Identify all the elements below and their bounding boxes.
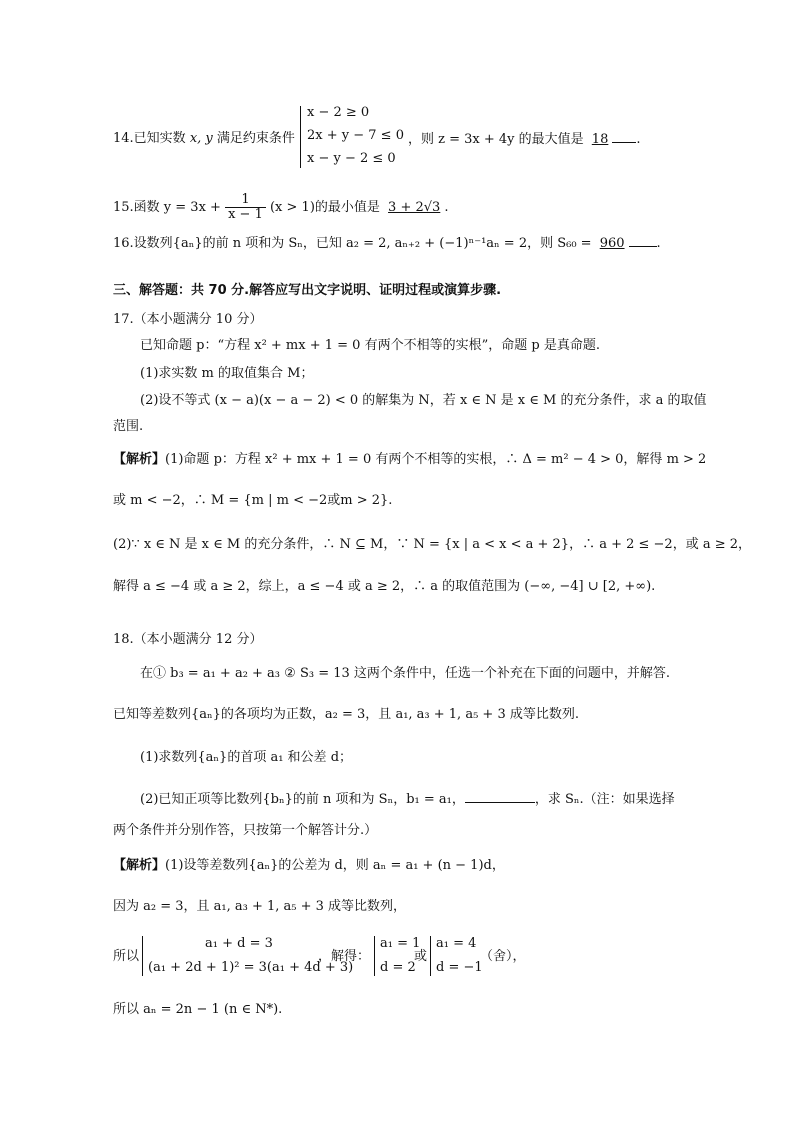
question-16: [113, 234, 734, 253]
q17-sol-label: 【解析】: [113, 452, 166, 467]
q14-brace: [300, 106, 305, 168]
q15-mid: 的最小值是: [314, 200, 380, 215]
q18-part1: (1)求数列{aₙ}的首项 a₁ 和公差 d；: [140, 750, 353, 765]
q18-result: 所以 aₙ = 2n − 1 (n ∈ N*).: [113, 1002, 283, 1017]
q14-constraint-3: x − y − 2 ≤ 0: [307, 151, 396, 166]
q14-vars: x, y: [189, 131, 213, 146]
q18-p2a-text: (2)已知正项等比数列{bₙ}的前 n 项和为 Sₙ，b₁ = a₁，: [140, 792, 465, 807]
q18-solution-1: [113, 857, 734, 875]
q14-mid: 满足约束条件: [216, 131, 295, 146]
section-3-title: 三、解答题：共 70 分.解答应写出文字说明、证明过程或演算步骤.: [113, 283, 502, 298]
q16-text: 16.设数列{aₙ}的前 n 项和为 Sₙ，已知 a₂ = 2, aₙ₊₂ + (−1)ⁿ⁻¹aₙ = 2，则 S₆₀ =: [113, 236, 592, 251]
q14-answer: 18: [591, 132, 609, 147]
q14-prefix: 14.已知实数: [113, 131, 186, 146]
q18-sys2a: a₁ = 1: [380, 936, 421, 951]
q14-end: .: [636, 132, 641, 147]
q18-brace-2: [374, 936, 379, 976]
q15-answer: 3 + 2√3: [388, 200, 441, 215]
q18-brace-1: [142, 936, 147, 976]
q17-solution-2b: 解得 a ≤ −4 或 a ≥ 2，综上，a ≤ −4 或 a ≥ 2，∴ a 的取值范围为 (−∞, −4] ∪ [2, +∞).: [113, 579, 656, 594]
q14-suffix: ，则 z = 3x + 4y 的最大值是: [408, 132, 584, 147]
q15-prefix: 15.函数 y = 3x +: [113, 200, 221, 215]
q15-cond: (x > 1): [269, 200, 315, 215]
q18-part2a: [140, 790, 734, 809]
q18-sys2b: d = 2: [380, 960, 416, 975]
q18-discard: （舍），: [480, 949, 526, 964]
q17-part1: (1)求实数 m 的取值集合 M；: [140, 366, 314, 381]
q18-part2b: 两个条件并分别作答，只按第一个解答计分.）: [113, 823, 378, 838]
q18-brace-3: [430, 936, 435, 976]
q17-part2b: 范围.: [113, 419, 144, 434]
q18-p2a-end: ，求 Sₙ.（注：如果选择: [534, 792, 675, 807]
q15-den: x − 1: [228, 207, 263, 222]
q18-header: 18.（本小题满分 12 分）: [113, 632, 263, 647]
q17-sol1a-text: (1)命题 p：方程 x² + mx + 1 = 0 有两个不相等的实根，∴ Δ = m² − 4 > 0，解得 m > 2: [165, 452, 707, 467]
q16-answer: 960: [599, 236, 625, 251]
q17-stem: 已知命题 p：“方程 x² + mx + 1 = 0 有两个不相等的实根”，命题 p 是真命题.: [140, 338, 600, 353]
q14-tail: [408, 130, 734, 149]
question-15: [113, 193, 734, 222]
q17-part2a: (2)设不等式 (x − a)(x − a − 2) < 0 的解集为 N，若 x ∈ N 是 x ∈ M 的充分条件，求 a 的取值: [140, 393, 707, 408]
q14-constraint-1: x − 2 ≥ 0: [307, 105, 370, 120]
q18-sol-label: 【解析】: [113, 858, 166, 873]
q18-sys3a: a₁ = 4: [436, 936, 477, 951]
q15-fraction: [225, 193, 266, 222]
q18-given: 已知等差数列{aₙ}的各项均为正数，a₂ = 3，且 a₁, a₃ + 1, a₅ + 3 成等比数列.: [113, 707, 579, 722]
q14-constraint-2: 2x + y − 7 ≤ 0: [307, 128, 404, 143]
q17-solution-1b: 或 m < −2，∴ M = {m | m < −2或m > 2}.: [113, 493, 393, 508]
q17-solution-1a: [113, 451, 734, 469]
q18-sys1b: (a₁ + 2d + 1)² = 3(a₁ + 4d + 3): [148, 960, 354, 975]
q18-so-label: 所以: [113, 949, 140, 964]
q17-solution-2a: (2)∵ x ∈ N 是 x ∈ M 的充分条件，∴ N ⊆ M，∵ N = {x | a < x < a + 2}，∴ a + 2 ≤ −2，或 a ≥ 2，: [113, 537, 752, 552]
q18-solve-label: ，解得：: [318, 949, 371, 964]
q18-or: 或: [414, 949, 428, 964]
q15-end: .: [444, 200, 449, 215]
q18-fill-blank: [465, 790, 535, 803]
q17-header: 17.（本小题满分 10 分）: [113, 312, 263, 327]
q18-sys3b: d = −1: [436, 960, 483, 975]
q18-solution-2: 因为 a₂ = 3，且 a₁, a₃ + 1, a₅ + 3 成等比数列，: [113, 899, 407, 914]
q18-sys1a: a₁ + d = 3: [205, 936, 273, 951]
q18-stem: 在① b₃ = a₁ + a₂ + a₃ ② S₃ = 13 这两个条件中，任选一个补充在下面的问题中，并解答.: [140, 666, 671, 681]
q15-num: 1: [225, 193, 266, 208]
q18-sol1-text: (1)设等差数列{aₙ}的公差为 d，则 aₙ = a₁ + (n − 1)d，: [165, 858, 505, 873]
q16-end: .: [656, 236, 661, 251]
